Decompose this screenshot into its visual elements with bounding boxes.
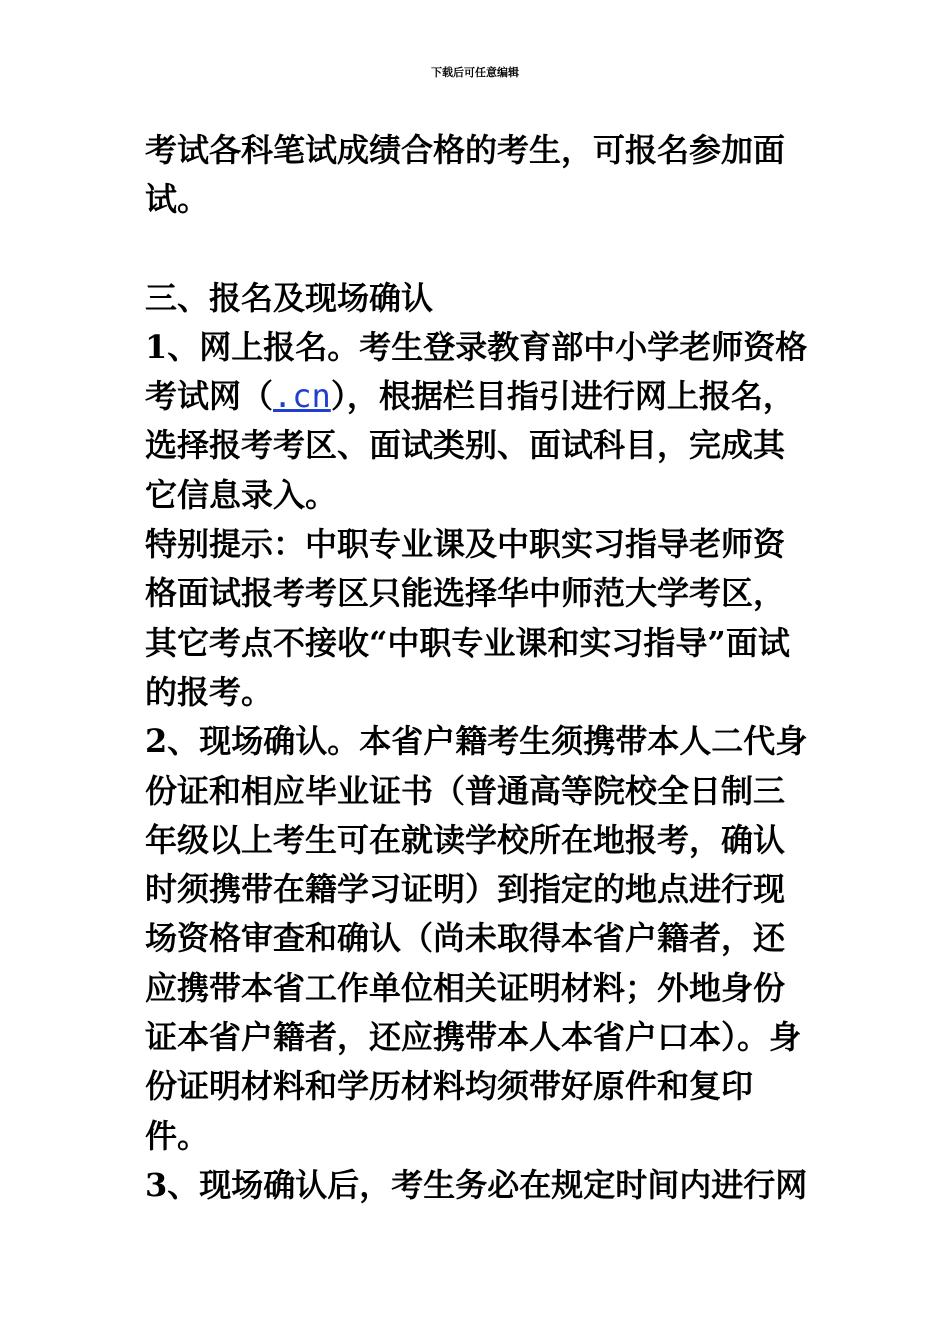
- special-note-paragraph: 特别提示：中职专业课及中职实习指导老师资格面试报考考区只能选择华中师范大学考区，其它考点不接收“中职专业课和实习指导”面试的报考。: [145, 525, 790, 711]
- exam-website-link[interactable]: .cn: [273, 377, 331, 416]
- paragraph-spacer: [145, 225, 810, 274]
- page-header: 下载后可任意编辑: [431, 66, 519, 79]
- item-3-after-confirmation: 3、现场确认后，考生务必在规定时间内进行网: [145, 1165, 808, 1204]
- section-title: 三、报名及现场确认: [145, 278, 434, 317]
- item-1-text-before-link: 1、网上报名。考生登录教育部中小学老师资格考试网（: [145, 327, 808, 416]
- item-2-onsite-confirmation: 2、现场确认。本省户籍考生须携带本人二代身份证和相应毕业证书（普通高等院校全日制三年级以上考生可在就读学校所在地报考，确认时须携带在籍学习证明）到指定的地点进行现场资格审查和确认（尚未取得本省户籍者，还应携带本省工作单位相关证明材料；外地身份证本省户籍者，还应携带本人本省户口本）。身份证明材料和学历材料均须带好原件和复印件。: [145, 722, 808, 1155]
- document-body: [145, 126, 810, 1210]
- intro-paragraph: 考试各科笔试成绩合格的考生，可报名参加面试。: [145, 131, 786, 219]
- item-1-online-registration: [145, 323, 810, 520]
- item-1-text-after-link: ），根据栏目指引进行网上报名，选择报考考区、面试类别、面试科目，完成其它信息录入。: [145, 377, 795, 514]
